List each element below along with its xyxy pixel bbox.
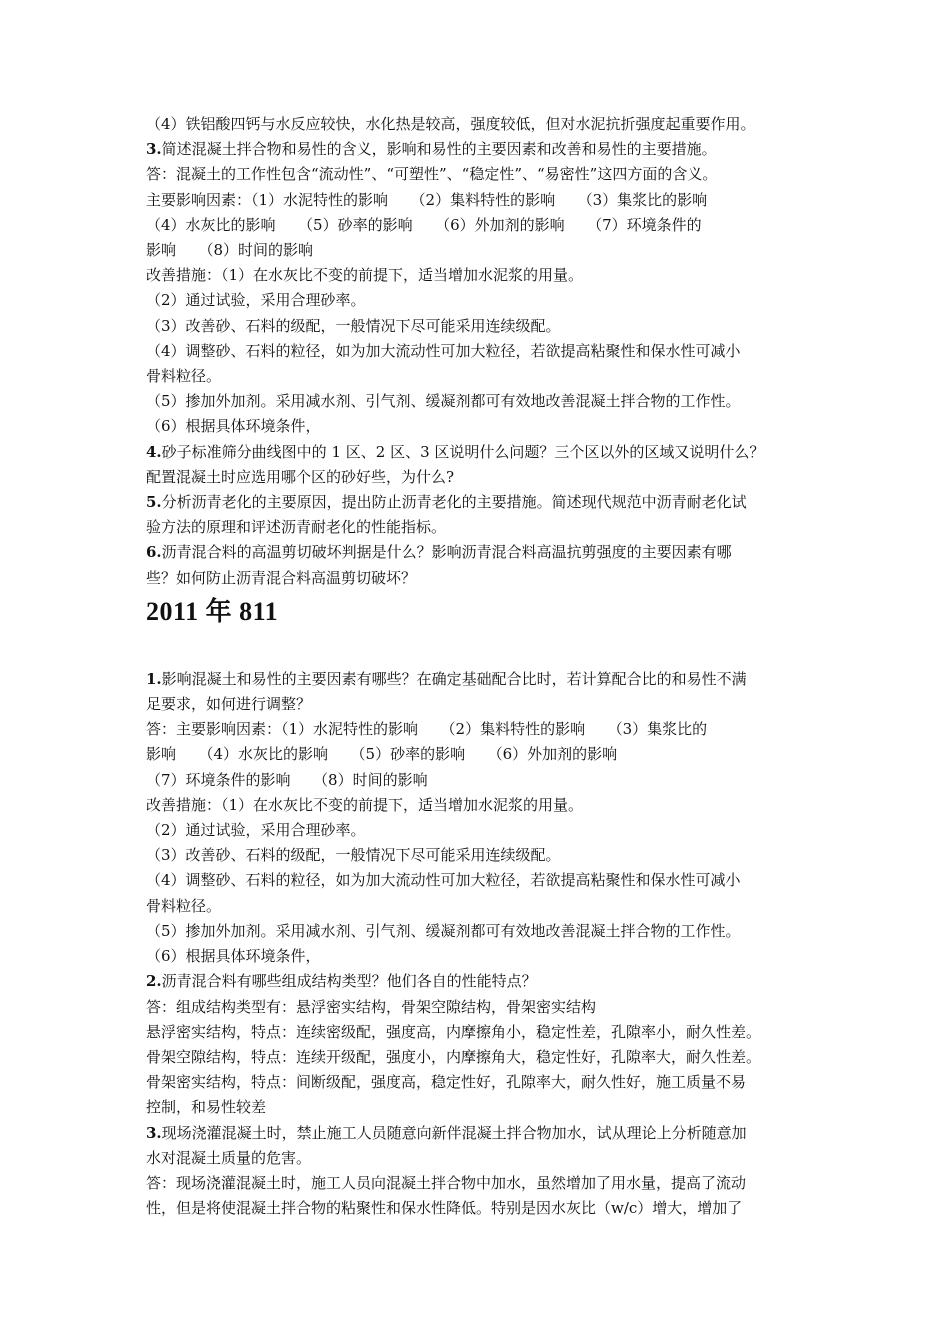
- text-line: （2）通过试验，采用合理砂率。: [146, 821, 366, 840]
- text-line: 答：主要影响因素：（1）水泥特性的影响 （2）集料特性的影响 （3）集浆比的: [146, 720, 708, 739]
- question-3: 3.简述混凝土拌合物和易性的含义，影响和易性的主要因素和改善和易性的主要措施。: [146, 140, 717, 159]
- text-line: 骨架密实结构，特点：间断级配，强度高，稳定性好，孔隙率大，耐久性好，施工质量不易: [146, 1073, 747, 1092]
- text-line: 主要影响因素：（1）水泥特性的影响 （2）集料特性的影响 （3）集浆比的影响: [146, 190, 708, 209]
- text-line: 改善措施：（1）在水灰比不变的前提下，适当增加水泥浆的用量。: [146, 266, 584, 285]
- text-line: 答：组成结构类型有：悬浮密实结构，骨架空隙结构，骨架密实结构: [146, 997, 597, 1016]
- text-line: 骨料粒径。: [146, 896, 222, 915]
- text-line: 影响 （8）时间的影响: [146, 241, 314, 260]
- question-3: 3.现场浇灌混凝土时，禁止施工人员随意向新伴混凝土拌合物加水，试从理论上分析随意加: [146, 1123, 747, 1142]
- text-line: （2）通过试验，采用合理砂率。: [146, 291, 366, 310]
- text-line: 骨料粒径。: [146, 367, 222, 386]
- text-line: （4）铁铝酸四钙与水反应较快，水化热是较高，强度较低，但对水泥抗折强度起重要作用。: [146, 115, 756, 133]
- text-line: 足要求，如何进行调整？: [146, 695, 312, 714]
- text-line: （4）调整砂、石料的粒径，如为加大流动性可加大粒径，若欲提高粘聚性和保水性可减小: [146, 871, 741, 890]
- text-line: （5）掺加外加剂。采用减水剂、引气剂、缓凝剂都可有效地改善混凝土拌合物的工作性。: [146, 921, 741, 940]
- text-line: 影响 （4）水灰比的影响 （5）砂率的影响 （6）外加剂的影响: [146, 745, 618, 764]
- text-line: （3）改善砂、石料的级配，一般情况下尽可能采用连续级配。: [146, 316, 561, 335]
- text-line: （4）水灰比的影响 （5）砂率的影响 （6）外加剂的影响 （7）环境条件的: [146, 215, 702, 234]
- document-page: [146, 112, 808, 1221]
- text-line: 答：现场浇灌混凝土时，施工人员向混凝土拌合物中加水，虽然增加了用水量，提高了流动: [146, 1173, 747, 1192]
- text-line: （3）改善砂、石料的级配，一般情况下尽可能采用连续级配。: [146, 846, 561, 865]
- text-line: 悬浮密实结构，特点：连续密级配，强度高，内摩擦角小，稳定性差，孔隙率小，耐久性差。: [146, 1022, 762, 1041]
- text-line: （5）掺加外加剂。采用减水剂、引气剂、缓凝剂都可有效地改善混凝土拌合物的工作性。: [146, 392, 741, 411]
- text-line: （6）根据具体环境条件，: [146, 947, 321, 966]
- question-6: 6.沥青混合料的高温剪切破坏判据是什么？影响沥青混合料高温抗剪强度的主要因素有哪: [146, 543, 732, 562]
- section-previous-year: [146, 112, 808, 591]
- text-line: 改善措施：（1）在水灰比不变的前提下，适当增加水泥浆的用量。: [146, 795, 584, 814]
- question-1: 1.影响混凝土和易性的主要因素有哪些？在确定基础配合比时，若计算配合比的和易性不满: [146, 669, 747, 688]
- year-heading: 2011 年 811: [146, 596, 279, 626]
- section-2011: [146, 667, 808, 1221]
- text-line: 骨架空隙结构，特点：连续开级配，强度小，内摩擦角大，稳定性好，孔隙率大，耐久性差。: [146, 1047, 762, 1066]
- text-line: 控制，和易性较差: [146, 1098, 267, 1117]
- text-line: （7）环境条件的影响 （8）时间的影响: [146, 770, 428, 789]
- text-line: 些？如何防止沥青混合料高温剪切破坏？: [146, 568, 417, 587]
- text-line: （6）根据具体环境条件，: [146, 417, 321, 436]
- text-line: 答：混凝土的工作性包含“流动性”、“可塑性”、“稳定性”、“易密性”这四方面的含义。: [146, 165, 718, 184]
- text-line: 性，但是将使混凝土拌合物的粘聚性和保水性降低。特别是因水灰比（w/c）增大，增加了: [146, 1199, 743, 1218]
- question-5: 5.分析沥青老化的主要原因，提出防止沥青老化的主要措施。简述现代规范中沥青耐老化试: [146, 493, 747, 512]
- text-line: （4）调整砂、石料的粒径，如为加大流动性可加大粒径，若欲提高粘聚性和保水性可减小: [146, 341, 741, 360]
- text-line: 配置混凝土时应选用哪个区的砂好些，为什么?: [146, 467, 455, 486]
- text-line: 验方法的原理和评述沥青耐老化的性能指标。: [146, 518, 447, 537]
- question-2: 2.沥青混合料有哪些组成结构类型？他们各自的性能特点？: [146, 972, 537, 991]
- question-4: 4.砂子标准筛分曲线图中的 1 区、2 区、3 区说明什么问题？三个区以外的区域又说明什么？: [146, 442, 765, 461]
- text-line: 水对混凝土质量的危害。: [146, 1148, 312, 1167]
